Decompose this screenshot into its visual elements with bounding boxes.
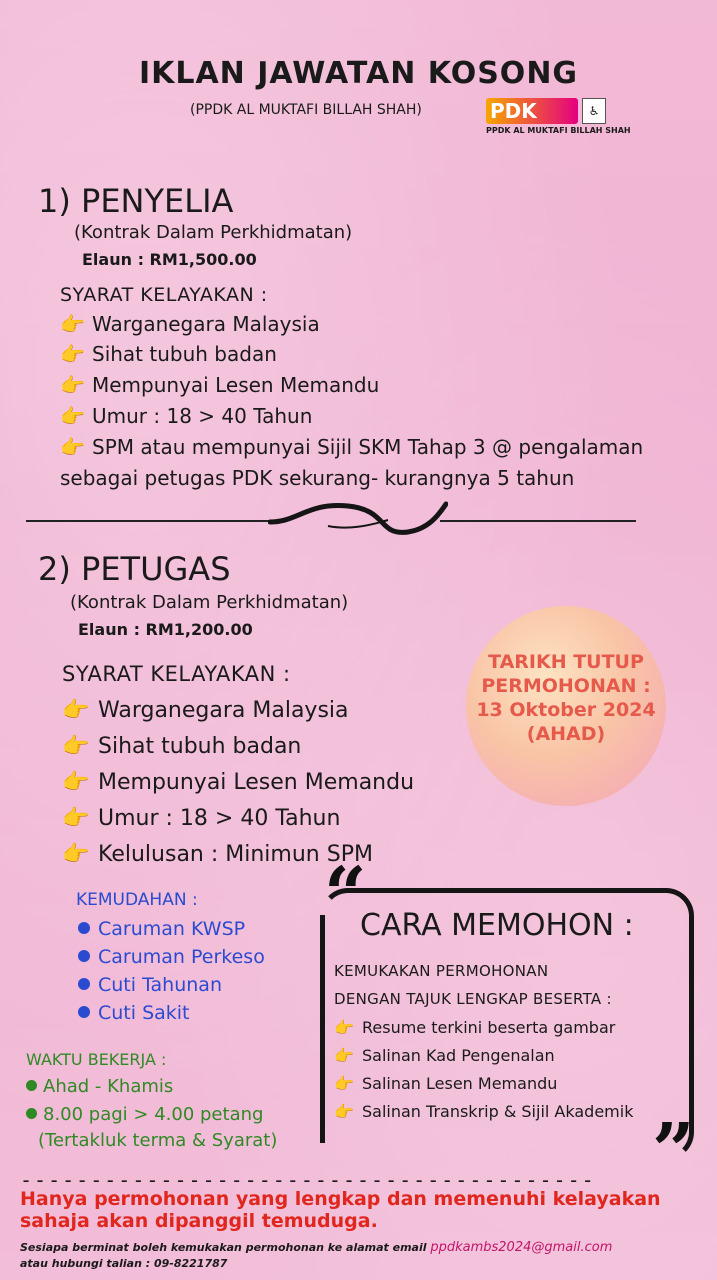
waktu-note: (Tertakluk terma & Syarat) [38,1130,278,1151]
contact-line-1: Sesiapa berminat boleh kemukakan permohonan ke alamat email ppdkambs2024@gmail.com [20,1240,613,1255]
cara-item: 👉 Resume terkini beserta gambar [334,1018,616,1037]
cara-memohon-title: CARA MEMOHON : [360,908,634,943]
poster-title: IKLAN JAWATAN KOSONG [138,56,579,91]
pointing-hand-icon: 👉 [334,1074,354,1093]
bullet-dot-icon [78,1006,90,1018]
petugas-heading: 2) PETUGAS [38,550,231,588]
poster-subtitle: (PPDK AL MUKTAFI BILLAH SHAH) [190,102,422,118]
contact-line-2: atau hubungi talian : 09-8221787 [20,1257,228,1270]
penyelia-req-5: 👉 SPM atau mempunyai Sijil SKM Tahap 3 @ pengalaman [60,435,644,459]
penyelia-elaun: Elaun : RM1,500.00 [82,250,257,269]
pointing-hand-icon: 👉 [60,312,85,336]
bullet-dot-icon [78,978,90,990]
section-divider-left [26,520,271,522]
logo-badge [486,98,578,124]
pointing-hand-icon: 👉 [334,1046,354,1065]
open-quote-icon: “ [324,852,367,938]
waktu-item: Ahad - Khamis [26,1076,173,1097]
bullet-dot-icon [26,1080,37,1091]
pointing-hand-icon: 👉 [60,404,85,428]
cara-item: 👉 Salinan Transkrip & Sijil Akademik [334,1102,634,1121]
petugas-elaun: Elaun : RM1,200.00 [78,620,253,639]
closing-date-text: TARIKH TUTUP PERMOHONAN : 13 Oktober 2024 (AHAD) [476,651,656,745]
pointing-hand-icon: 👉 [334,1102,354,1121]
cara-item: 👉 Salinan Lesen Memandu [334,1074,558,1093]
waktu-title: WAKTU BEKERJA : [26,1050,167,1069]
pointing-hand-icon: 👉 [60,373,85,397]
penyelia-req-3: 👉 Mempunyai Lesen Memandu [60,373,380,397]
pointing-hand-icon: 👉 [62,734,90,759]
cara-item: 👉 Salinan Kad Pengenalan [334,1046,555,1065]
penyelia-heading: 1) PENYELIA [38,182,234,220]
petugas-contract: (Kontrak Dalam Perkhidmatan) [70,592,349,613]
cara-intro-2: DENGAN TAJUK LENGKAP BESERTA : [334,990,612,1008]
penyelia-req-4: 👉 Umur : 18 > 40 Tahun [60,404,313,428]
ppdk-logo [486,98,631,138]
petugas-req-2: 👉 Sihat tubuh badan [62,734,302,759]
pointing-hand-icon: 👉 [334,1018,354,1037]
logo-text: PDK [490,99,537,123]
wheelchair-icon: ♿ [582,98,606,124]
pointing-hand-icon: 👉 [60,342,85,366]
penyelia-req-5-cont: sebagai petugas PDK sekurang- kurangnya 5 tahun [60,466,575,490]
footer-notice: Hanya permohonan yang lengkap dan memenuhi kelayakan sahaja akan dipanggil temuduga. [20,1188,661,1232]
penyelia-contract: (Kontrak Dalam Perkhidmatan) [74,222,353,243]
close-quote-icon: ” [652,1108,695,1194]
pointing-hand-icon: 👉 [62,842,90,867]
pointing-hand-icon: 👉 [62,770,90,795]
penyelia-req-1: 👉 Warganegara Malaysia [60,312,320,336]
kemudahan-item: Cuti Sakit [78,1002,190,1024]
dashed-separator: ----------------------------------------- [20,1168,596,1192]
penyelia-syarat-title: SYARAT KELAYAKAN : [60,284,268,306]
cara-intro-1: KEMUKAKAN PERMOHONAN [334,962,549,980]
cara-memohon-frame-left [320,915,325,1143]
waktu-item: 8.00 pagi > 4.00 petang [26,1104,263,1125]
kemudahan-item: Caruman Perkeso [78,946,265,968]
bullet-dot-icon [26,1108,37,1119]
email-link[interactable]: ppdkambs2024@gmail.com [430,1240,613,1255]
kemudahan-item: Caruman KWSP [78,918,245,940]
pointing-hand-icon: 👉 [60,435,85,459]
bullet-dot-icon [78,922,90,934]
petugas-syarat-title: SYARAT KELAYAKAN : [62,662,291,686]
petugas-req-3: 👉 Mempunyai Lesen Memandu [62,770,415,795]
section-divider-right [440,520,636,522]
kemudahan-item: Cuti Tahunan [78,974,222,996]
pointing-hand-icon: 👉 [62,806,90,831]
pointing-hand-icon: 👉 [62,698,90,723]
bullet-dot-icon [78,950,90,962]
petugas-req-5: 👉 Kelulusan : Minimun SPM [62,842,373,867]
petugas-req-1: 👉 Warganegara Malaysia [62,698,349,723]
logo-caption: PPDK AL MUKTAFI BILLAH SHAH [486,126,631,135]
petugas-req-4: 👉 Umur : 18 > 40 Tahun [62,806,341,831]
kemudahan-title: KEMUDAHAN : [76,890,198,910]
penyelia-req-2: 👉 Sihat tubuh badan [60,342,277,366]
swirl-ornament [268,496,448,544]
